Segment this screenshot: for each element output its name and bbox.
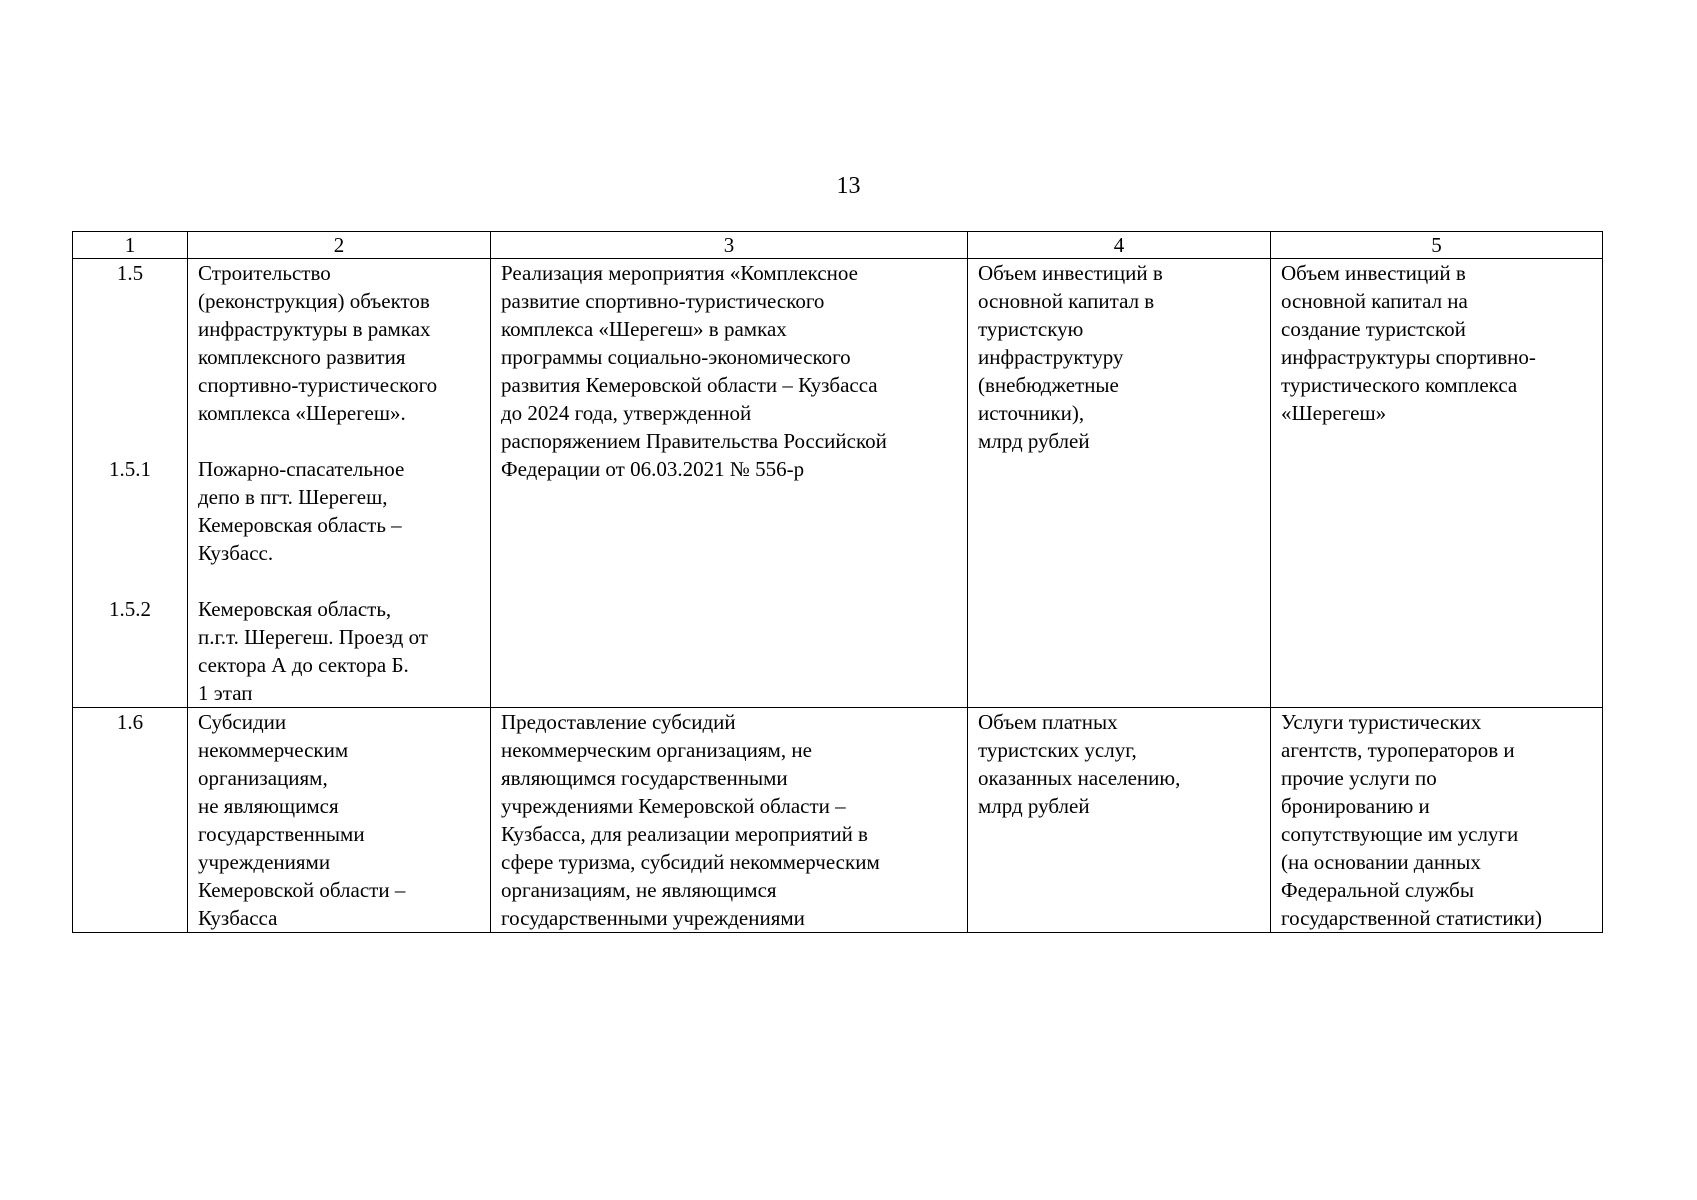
text-line: бронированию и xyxy=(1281,794,1430,818)
text-line: государственными учреждениями xyxy=(501,906,805,930)
text-line: туристских услуг, xyxy=(978,738,1137,762)
text-line: инфраструктуры в рамках xyxy=(198,317,431,341)
text-line: являющимся государственными xyxy=(501,766,788,790)
text-line: Кемеровская область – xyxy=(198,513,402,537)
text-line: спортивно-туристического xyxy=(198,373,438,397)
text-line: распоряжением Правительства Российской xyxy=(501,429,887,453)
subitem-number: 1.5.2 xyxy=(109,597,151,621)
text-line: туристскую xyxy=(978,317,1084,341)
text-line: государственной статистики) xyxy=(1281,906,1543,930)
text-line: Федеральной службы xyxy=(1281,878,1474,902)
text-line: Пожарно-спасательное xyxy=(198,457,405,481)
text-line: источники), xyxy=(978,401,1085,425)
text-line: (на основании данных xyxy=(1281,850,1481,874)
text-line: Кузбасса xyxy=(198,906,278,930)
source-cell xyxy=(1271,708,1603,933)
indicator-cell xyxy=(968,708,1271,933)
text-line: агентств, туроператоров и xyxy=(1281,738,1515,762)
text-line: организациям, xyxy=(198,766,328,790)
source-cell xyxy=(1271,259,1603,708)
header-cell-4: 4 xyxy=(968,232,1271,259)
row-number-cell xyxy=(73,708,188,933)
table-row xyxy=(73,259,1603,708)
text-line: млрд рублей xyxy=(978,794,1090,818)
text-line: не являющимся xyxy=(198,794,339,818)
text-line: Реализация мероприятия «Комплексное xyxy=(501,261,858,285)
text-line: сфере туризма, субсидий некоммерческим xyxy=(501,850,880,874)
text-line: Субсидии xyxy=(198,710,287,734)
text-line: Строительство xyxy=(198,261,331,285)
text-line: Услуги туристических xyxy=(1281,710,1482,734)
text-line: Кемеровская область, xyxy=(198,597,392,621)
text-line: некоммерческим xyxy=(198,738,349,762)
text-line: «Шерегеш» xyxy=(1281,401,1387,425)
table-row xyxy=(73,708,1603,933)
page-number: 13 xyxy=(836,173,861,199)
document-table xyxy=(72,231,1603,933)
table-header-row xyxy=(73,232,1603,259)
indicator-cell xyxy=(968,259,1271,708)
text-line: учреждениями xyxy=(198,850,331,874)
text-line: п.г.т. Шерегеш. Проезд от xyxy=(198,625,428,649)
text-line: сопутствующие им услуги xyxy=(1281,822,1519,846)
text-line: (внебюджетные xyxy=(978,373,1119,397)
subitem-number: 1.5.1 xyxy=(109,457,151,481)
text-line: до 2024 года, утвержденной xyxy=(501,401,752,425)
text-line: Кузбасса, для реализации мероприятий в xyxy=(501,822,868,846)
measure-cell xyxy=(491,259,968,708)
header-cell-5: 5 xyxy=(1271,232,1603,259)
text-line: Объем инвестиций в xyxy=(978,261,1163,285)
item-number: 1.5 xyxy=(116,261,144,285)
text-line: Объем инвестиций в xyxy=(1281,261,1466,285)
header-cell-1: 1 xyxy=(73,232,188,259)
text-line: развития Кемеровской области – Кузбасса xyxy=(501,373,878,397)
text-line: млрд рублей xyxy=(978,429,1090,453)
text-line: 1 этап xyxy=(198,681,253,705)
item-number: 1.6 xyxy=(116,710,144,734)
text-line: программы социально-экономического xyxy=(501,345,851,369)
text-line: инфраструктуры спортивно- xyxy=(1281,345,1536,369)
text-line: прочие услуги по xyxy=(1281,766,1437,790)
text-line: депо в пгт. Шерегеш, xyxy=(198,485,388,509)
text-line: Объем платных xyxy=(978,710,1118,734)
object-cell xyxy=(188,259,491,708)
text-line: создание туристской xyxy=(1281,317,1466,341)
text-line: сектора А до сектора Б. xyxy=(198,653,409,677)
text-line: комплекса «Шерегеш». xyxy=(198,401,406,425)
text-line: Кузбасс. xyxy=(198,541,274,565)
text-line: оказанных населению, xyxy=(978,766,1181,790)
text-line: организациям, не являющимся xyxy=(501,878,777,902)
text-line: основной капитал на xyxy=(1281,289,1468,313)
text-line: некоммерческим организациям, не xyxy=(501,738,812,762)
text-line: (реконструкция) объектов xyxy=(198,289,430,313)
object-cell xyxy=(188,708,491,933)
text-line: комплексного развития xyxy=(198,345,406,369)
text-line: учреждениями Кемеровской области – xyxy=(501,794,846,818)
header-cell-3: 3 xyxy=(491,232,968,259)
row-number-cell xyxy=(73,259,188,708)
header-cell-2: 2 xyxy=(188,232,491,259)
text-line: Кемеровской области – xyxy=(198,878,406,902)
text-line: инфраструктуру xyxy=(978,345,1124,369)
text-line: комплекса «Шерегеш» в рамках xyxy=(501,317,787,341)
text-line: основной капитал в xyxy=(978,289,1155,313)
text-line: Предоставление субсидий xyxy=(501,710,736,734)
text-line: Федерации от 06.03.2021 № 556-р xyxy=(501,457,805,481)
measure-cell xyxy=(491,708,968,933)
text-line: туристического комплекса xyxy=(1281,373,1518,397)
text-line: государственными xyxy=(198,822,365,846)
text-line: развитие спортивно-туристического xyxy=(501,289,825,313)
